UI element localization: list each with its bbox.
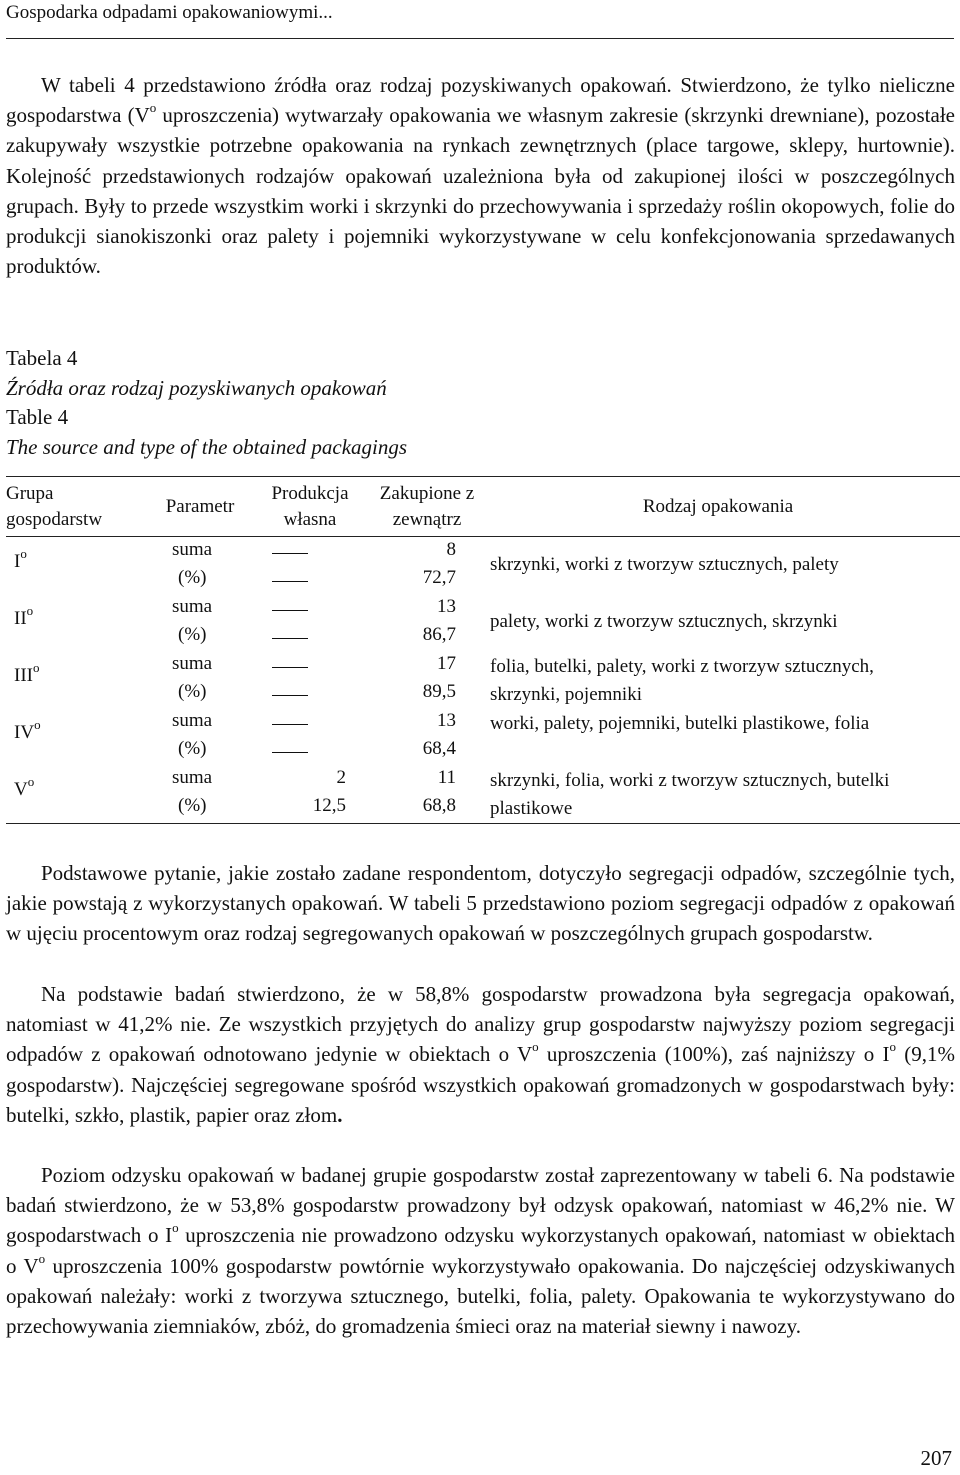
row-own-sum-dash [272, 553, 308, 554]
table-header-rule [6, 536, 960, 537]
running-header: Gospodarka odpadami opakowaniowymi... [6, 2, 333, 23]
row-own-pct: 12,5 [312, 795, 346, 816]
row-bought-sum: 13 [437, 596, 456, 617]
row-group: $I^o$ [14, 545, 27, 572]
row-param-sum: suma [172, 596, 213, 617]
row-group-label: III [14, 665, 33, 686]
row-bought-pct: 89,5 [422, 681, 456, 702]
paragraph-findings: Na podstawie badań stwierdzono, że w 58,8% gospodarstw prowadzona była segregacja opakowań, natomiast w 41,2% nie. Ze wszystkich przyjętych do analizy grup gospodarstw najwyższy poziom segregacji odpadów z opakowań odnotowano jedynie w obiektach o $V^o$ uproszczenia (100%), zaś najniższy o $I^o$ (9,1% gospodarstw). Najczęściej segregowane spośród wszystkich opakowań gromadzonych w gospodarstwach były: butelki, szkło, plastik, papier oraz złom. [6, 982, 955, 1127]
row-own-sum-dash [272, 610, 308, 611]
page-number: 207 [920, 1446, 952, 1470]
paragraph-recovery: Poziom odzysku opakowań w badanej grupie gospodarstw został zaprezentowany w tabeli 6. Na podstawie badań stwierdzono, że w 53,8% gospodarstw prowadzony był odzysk opakowań, natomiast w 46,2% nie. W gospodarstwach o $I^o$ uproszczenia nie prowadzono odzysku wykorzystanych opakowań, natomiast w obiektach o $V^o$ uproszczenia 100% gospodarstw powtórnie wykorzystywało opakowania. Do najczęściej odzyskiwanych opakowań należały: worki z tworzywa sztucznego, butelki, folia, palety. Opakowania te wykorzystywano do przechowywania ziemniaków, zbóż, do gromadzenia śmieci oraz na materiał siewny i nawozy. [6, 1163, 956, 1339]
row-own-pct-dash [272, 638, 308, 639]
row-param-pct: (%) [178, 738, 207, 759]
row-own-sum-dash [272, 724, 308, 725]
header-kind: Rodzaj opakowania [642, 496, 794, 517]
row-own-pct-dash [272, 581, 308, 582]
row-bought-sum: 11 [437, 767, 456, 788]
header-bought: Zakupione z zewnątrz [379, 483, 475, 530]
header-own: Produkcja własna [271, 483, 349, 530]
header-group: Grupa gospodarstw [6, 483, 103, 530]
row-param-pct: (%) [178, 681, 207, 702]
row-param-pct: (%) [178, 567, 207, 588]
table-top-rule [6, 476, 960, 477]
row-bought-sum: 17 [437, 653, 456, 674]
header-divider [6, 38, 954, 39]
row-packaging-kind: palety, worki z tworzyw sztucznych, skrzynki [490, 611, 838, 632]
table-title-pl: Źródła oraz rodzaj pozyskiwanych opakowań [6, 376, 387, 400]
row-packaging-kind: skrzynki, worki z tworzyw sztucznych, palety [490, 554, 839, 575]
row-group-label: I [14, 551, 21, 572]
row-bought-pct: 86,7 [422, 624, 456, 645]
row-group: $V^o$ [14, 773, 35, 800]
row-packaging-kind: skrzynki, folia, worki z tworzyw sztucznych, butelki plastikowe [490, 770, 890, 819]
row-group: $IV^o$ [14, 716, 41, 743]
paragraph-segregation: Podstawowe pytanie, jakie zostało zadane respondentom, dotyczyło segregacji odpadów, szczególnie tych, jakie powstają z wykorzystanych opakowań. W tabeli 5 przedstawiono poziom segregacji odpadów z opakowań w ujęciu procentowym oraz rodzaj segregowanych opakowań w poszczególnych grupach gospodarstw. [6, 861, 955, 946]
row-own-sum-dash [272, 667, 308, 668]
row-own-sum: 2 [336, 767, 346, 788]
table-label-en: Table 4 [6, 405, 69, 429]
row-param-pct: (%) [178, 624, 207, 645]
row-param-sum: suma [172, 710, 213, 731]
row-group: III$^o$ [14, 659, 40, 686]
table-bottom-rule [6, 823, 960, 824]
row-bought-pct: 68,4 [422, 738, 456, 759]
row-bought-sum: 8 [446, 539, 456, 560]
row-bought-pct: 72,7 [422, 567, 456, 588]
row-group: $II^o$ [14, 602, 34, 629]
row-packaging-kind: folia, butelki, palety, worki z tworzyw sztucznych, skrzynki, pojemniki [490, 656, 874, 705]
row-param-sum: suma [172, 539, 213, 560]
table-title-en: The source and type of the obtained packagings [6, 435, 408, 459]
row-param-sum: suma [172, 767, 213, 788]
row-group-label: II [14, 608, 27, 629]
row-bought-sum: 13 [437, 710, 456, 731]
paragraph-intro: W tabeli 4 przedstawiono źródła oraz rodzaj pozyskiwanych opakowań. Stwierdzono, że tylko nieliczne gospodarstwa ($V^o$ uproszczenia) wytwarzały opakowania we własnym zakresie (skrzynki drewniane), pozostałe zakupywały wszystkie potrzebne opakowania na rynkach zewnętrznych (place targowe, sklepy, hurtownie). Kolejność przedstawionych rodzajów opakowań uzależniona była od zakupionej ilości w poszczególnych grupach. Były to przede wszystkim worki i skrzynki do przechowywania i sprzedaży roślin okopowych, folie do produkcji sianokiszonki oraz palety i pojemniki wykorzystywane w celu konfekcjonowania sprzedawanych produktów. [6, 73, 955, 279]
row-own-pct-dash [272, 695, 308, 696]
row-bought-pct: 68,8 [422, 795, 456, 816]
row-param-sum: suma [172, 653, 213, 674]
header-param: Parametr [165, 496, 235, 517]
row-packaging-kind: worki, palety, pojemniki, butelki plastikowe, folia [490, 713, 870, 734]
row-group-label: IV [14, 722, 35, 743]
row-own-pct-dash [272, 752, 308, 753]
table-label-pl: Tabela 4 [6, 346, 78, 370]
row-param-pct: (%) [178, 795, 207, 816]
row-group-label: V [14, 779, 28, 800]
